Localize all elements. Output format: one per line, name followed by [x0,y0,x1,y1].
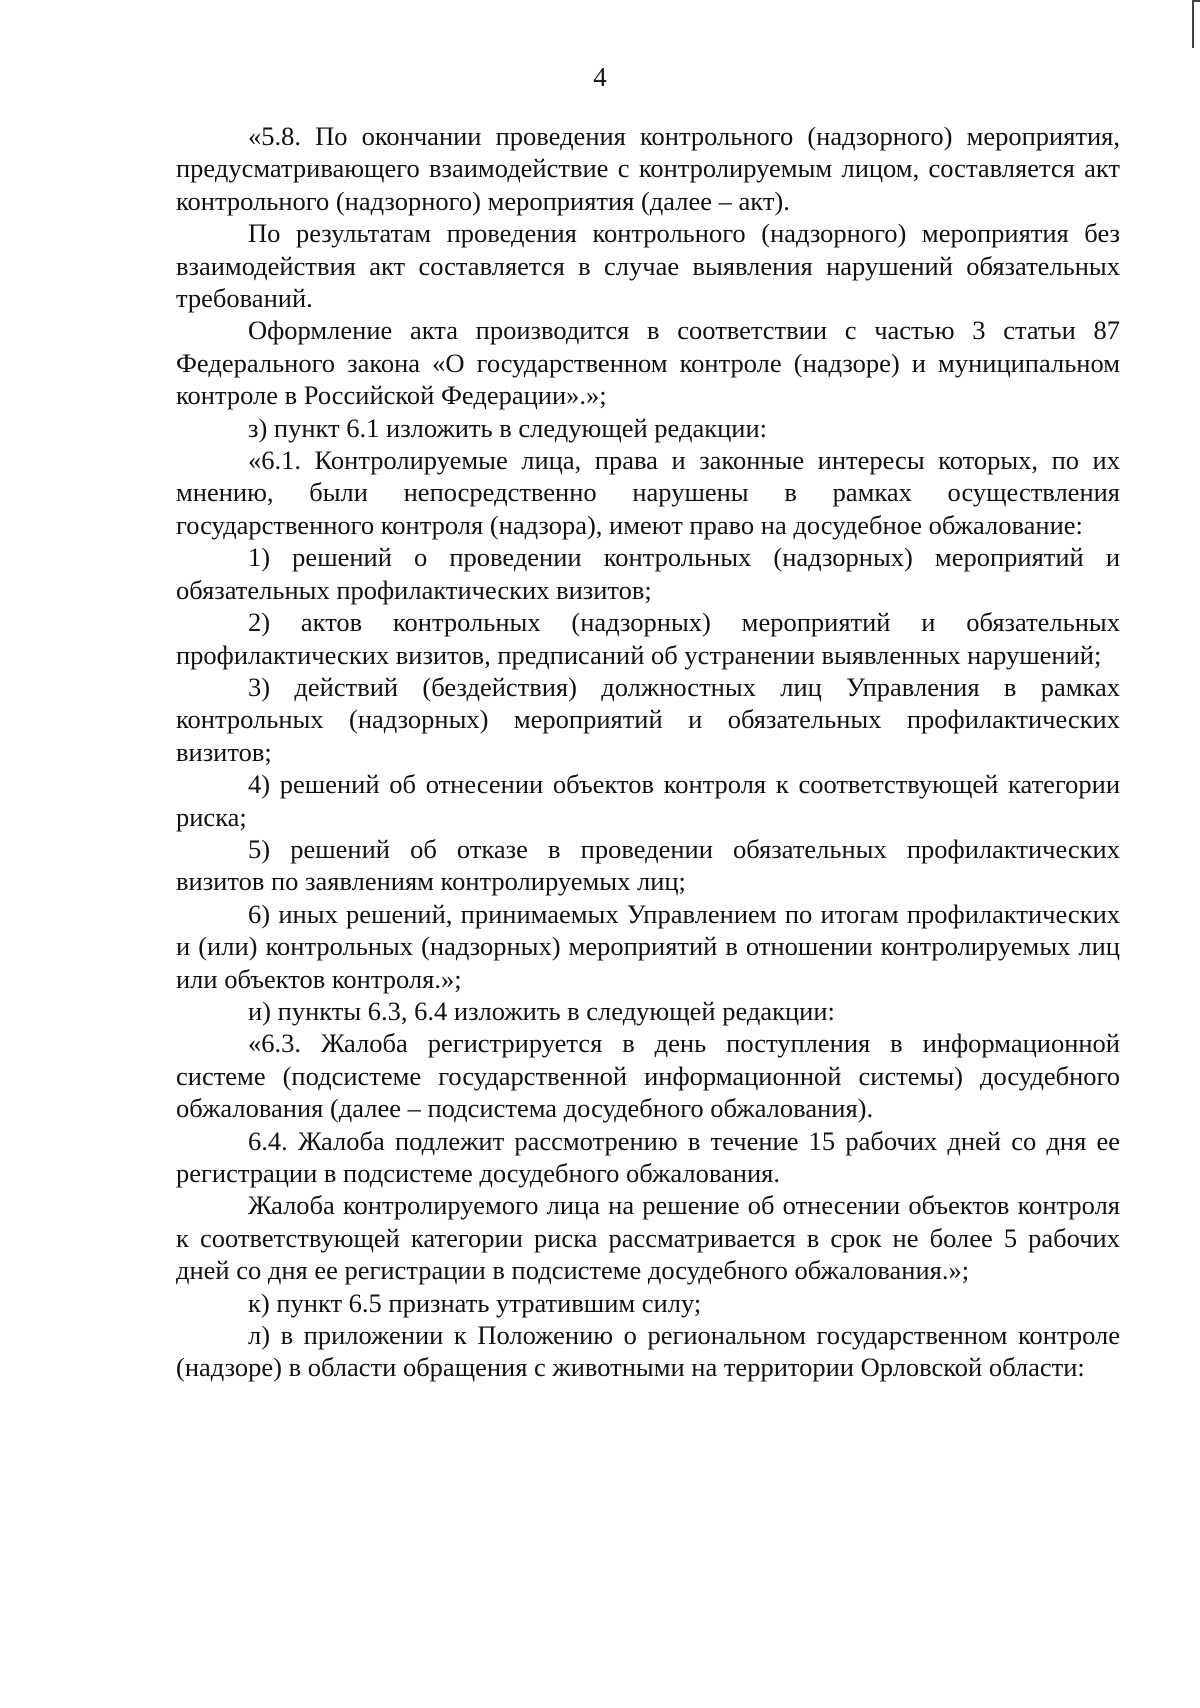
list-item-3: 3) действий (бездействия) должностных лиц Управления в рамках контрольных (надзорных) мероприятий и обязательных профилактических визитов; [176,671,1120,767]
paragraph-item-k: к) пункт 6.5 признать утратившим силу; [248,1287,702,1318]
list-item-2: 2) актов контрольных (надзорных) мероприятий и обязательных профилактических визитов, предписаний об устранении выявленных нарушений; [176,607,1120,670]
scan-edge-mark [1192,0,1200,48]
paragraph-5-8: «5.8. По окончании проведения контрольного (надзорного) мероприятия, предусматривающего взаимодействие с контролируемым лицом, составляется акт контрольного (надзорного) мероприятия (далее – акт). [176,121,1120,216]
list-item-1: 1) решений о проведении контрольных (надзорных) мероприятий и обязательных профилактических визитов; [176,542,1120,605]
paragraph-6-4: 6.4. Жалоба подлежит рассмотрению в течение 15 рабочих дней со дня ее регистрации в подсистеме досудебного обжалования. [176,1125,1120,1188]
paragraph-act-without-interaction: По результатам проведения контрольного (надзорного) мероприятия без взаимодействия акт составляется в случае выявления нарушений обязательных требований. [176,218,1120,314]
list-item-5: 5) решений об отказе в проведении обязательных профилактических визитов по заявлениям контролируемых лиц; [176,833,1120,897]
paragraph-item-z: з) пункт 6.1 изложить в следующей редакции: [248,412,767,443]
paragraph-6-3: «6.3. Жалоба регистрируется в день поступления в информационной системе (подсистеме государственной информационной системы) досудебного обжалования (далее – подсистема досудебного обжалования). [176,1028,1120,1124]
list-item-4: 4) решений об отнесении объектов контроля к соответствующей категории риска; [176,769,1120,832]
page-number: 4 [593,62,607,92]
paragraph-6-1: «6.1. Контролируемые лица, права и законные интересы которых, по их мнению, были непосредственно нарушены в рамках осуществления государственного контроля (надзора), имеют право на досудебное обжалование: [176,445,1120,540]
paragraph-complaint-risk-category: Жалоба контролируемого лица на решение об отнесении объектов контроля к соответствующей категории риска рассматривается в срок не более 5 рабочих дней со дня ее регистрации в подсистеме досудебного обжалования.»; [176,1190,1120,1286]
paragraph-item-i: и) пункты 6.3, 6.4 изложить в следующей редакции: [248,995,835,1026]
paragraph-item-l: л) в приложении к Положению о региональном государственном контроле (надзоре) в области обращения с животными на территории Орловской области: [176,1320,1120,1383]
paragraph-act-formatting: Оформление акта производится в соответствии с частью 3 статьи 87 Федерального закона «О государственном контроле (надзоре) и муниципальном контроле в Российской Федерации».»; [176,315,1120,411]
list-item-6: 6) иных решений, принимаемых Управлением по итогам профилактических и (или) контрольных (надзорных) мероприятий в отношении контролируемых лиц или объектов контроля.»; [176,898,1120,994]
document-body [176,120,1120,1384]
